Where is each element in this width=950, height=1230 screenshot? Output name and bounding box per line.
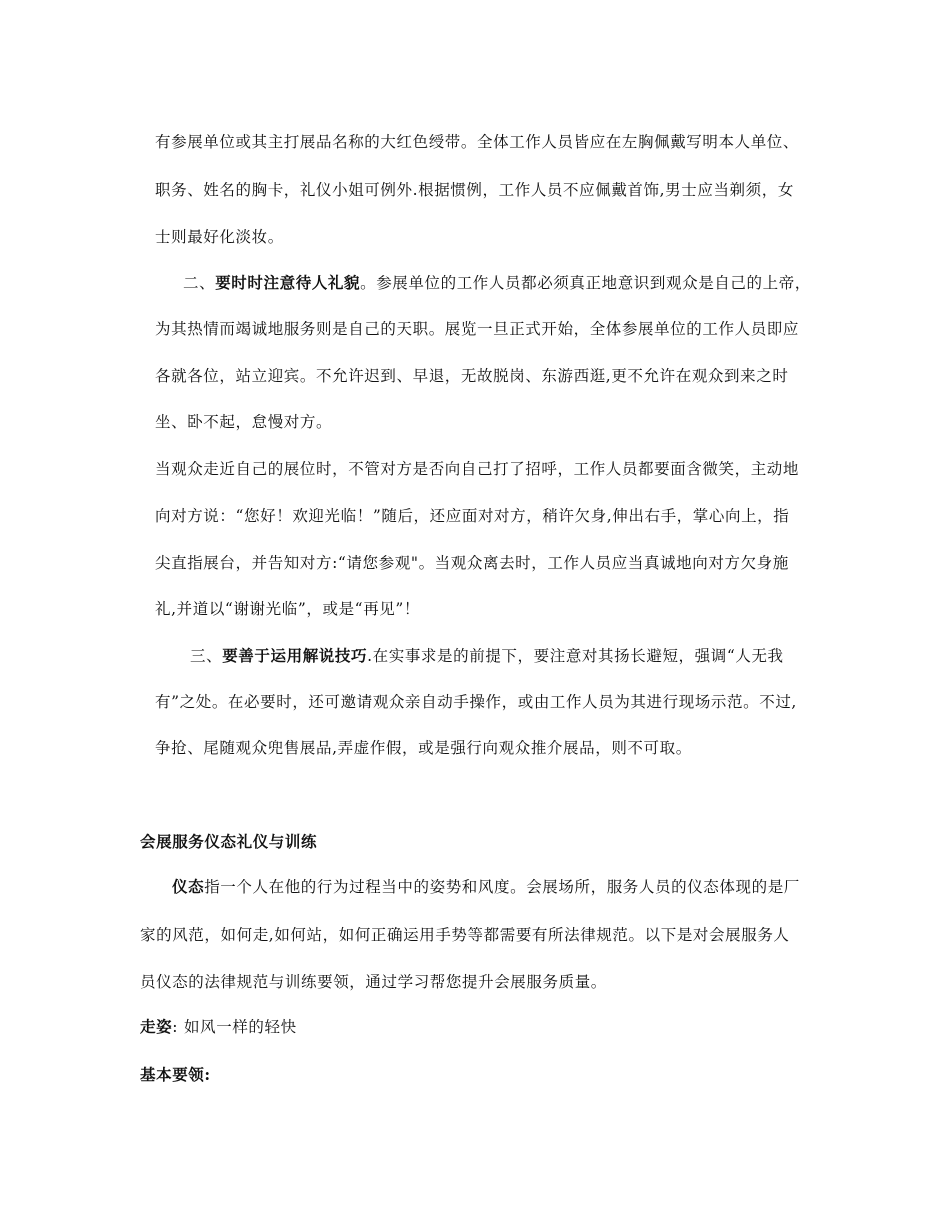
para4-prefix: 三、 <box>190 647 223 665</box>
para5-line2: 家的风范，如何走,如何站，如何正确运用手势等都需要有所法律规范。以下是对会展服务人 <box>140 926 790 944</box>
para2-bold-title: 要时时注意待人礼貌 <box>215 273 361 292</box>
para2-line1 <box>183 273 811 293</box>
para3-line1: 当观众走近自己的展位时，不管对方是否向自己打了招呼，工作人员都要面含微笑，主动地 <box>155 460 800 478</box>
para5-line1-rest: 指一个人在他的行为过程当中的姿势和风度。会展场所，服务人员的仪态体现的是厂 <box>204 878 800 896</box>
para2-line4: 坐、卧不起，怠慢对方。 <box>155 413 333 431</box>
basics-label: 基本要领: <box>140 1065 211 1084</box>
walk-line <box>140 1017 297 1037</box>
para5-line3: 员仪态的法律规范与训练要领，通过学习帮您提升会展服务质量。 <box>140 973 607 991</box>
para4-line3: 争抢、尾随观众兜售展品,弄虚作假，或是强行向观众推介展品，则不可取。 <box>155 739 692 757</box>
walk-text: 如风一样的轻快 <box>184 1018 297 1036</box>
para5-bold-term: 仪态 <box>172 877 205 896</box>
para1-line3: 士则最好化淡妆。 <box>155 228 284 246</box>
para3-line3: 尖直指展台，并告知对方:“请您参观"。当观众离去时，工作人员应当真诚地向对方欠身施 <box>155 554 789 572</box>
para4-line1-rest: .在实事求是的前提下，要注意对其扬长避短，强调“人无我 <box>367 647 784 665</box>
para5-line1 <box>172 877 800 897</box>
para2-prefix: 二、 <box>183 274 216 292</box>
para1-line2: 职务、姓名的胸卡，礼仪小姐可例外.根据惯例，工作人员不应佩戴首饰,男士应当剃须，女 <box>155 181 794 199</box>
para2-line2: 为其热情而竭诚地服务则是自己的天职。展览一旦正式开始，全体参展单位的工作人员即应 <box>155 320 800 338</box>
para3-line4: 礼,并道以“谢谢光临”，或是“再见”！ <box>155 600 421 618</box>
section-title: 会展服务仪态礼仪与训练 <box>140 832 318 851</box>
para4-line1 <box>190 646 784 666</box>
para2-line3: 各就各位，站立迎宾。不允许迟到、早退，无故脱岗、东游西逛,更不允许在观众到来之时 <box>155 367 789 385</box>
walk-label: 走姿 <box>140 1017 173 1036</box>
para3-line2: 向对方说：“您好！欢迎光临！”随后，还应面对对方，稍许欠身,伸出右手，掌心向上，指 <box>155 507 790 525</box>
walk-colon: : <box>172 1018 179 1036</box>
para4-line2: 有”之处。在必要时，还可邀请观众亲自动手操作，或由工作人员为其进行现场示范。不过, <box>155 693 797 711</box>
para1-line1: 有参展单位或其主打展品名称的大红色绶带。全体工作人员皆应在左胸佩戴写明本人单位、 <box>155 133 800 151</box>
para2-line1-rest: 。参展单位的工作人员都必须真正地意识到观众是自己的上帝， <box>360 274 811 292</box>
para4-bold-title: 要善于运用解说技巧 <box>222 646 368 665</box>
